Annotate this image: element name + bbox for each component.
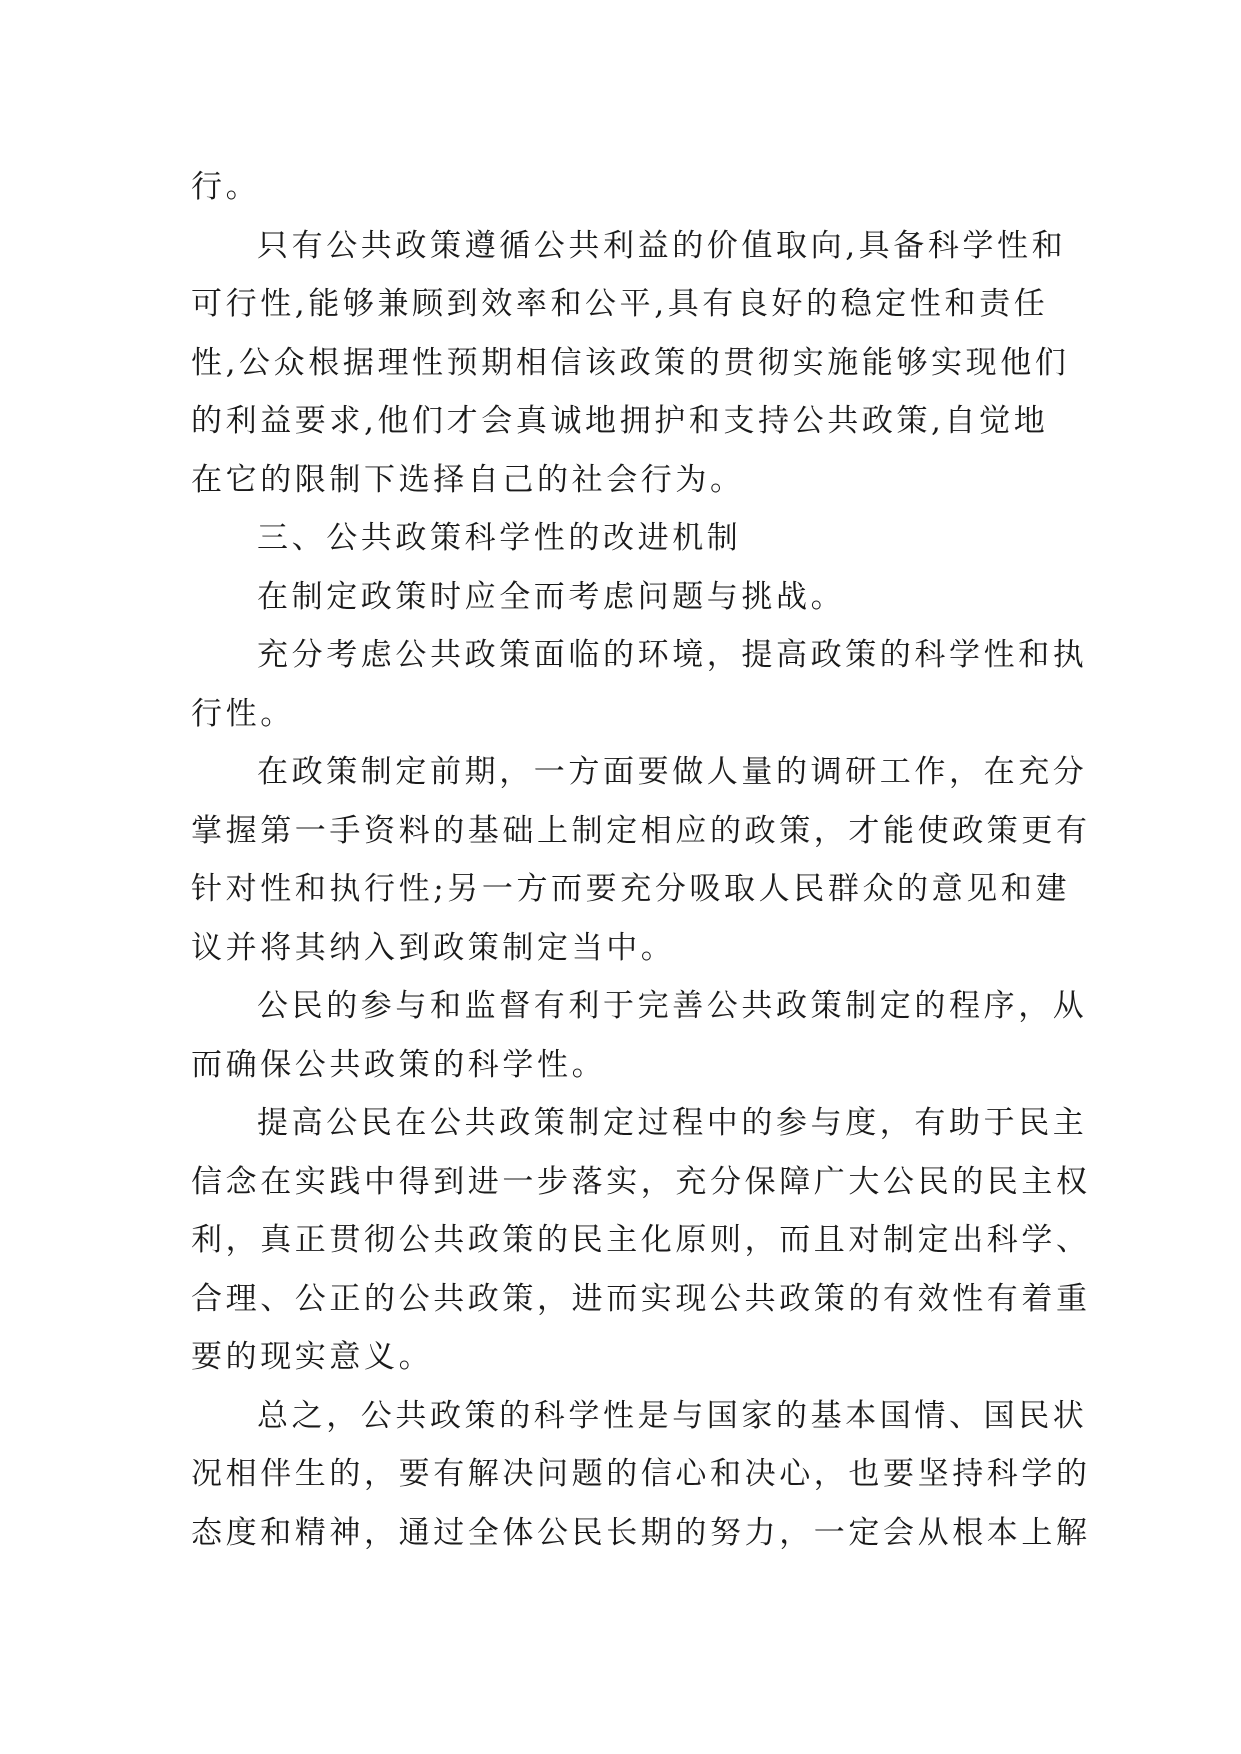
text-line: 行性。 (191, 695, 295, 732)
text-line: 在制定政策时应全而考虑问题与挑战。 (257, 578, 846, 615)
text-line: 充分考虑公共政策面临的环境，提高政策的科学性和执 (257, 637, 1088, 673)
text-line: 掌握第一手资料的基础上制定相应的政策，才能使政策更有 (191, 812, 1091, 849)
section-heading: 三、公共政策科学性的改进机制 (257, 520, 742, 556)
text-line: 性,公众根据理性预期相信该政策的贯彻实施能够实现他们 (191, 344, 1070, 381)
text-line: 公民的参与和监督有利于完善公共政策制定的程序，从 (257, 988, 1088, 1024)
text-line: 在它的限制下选择自己的社会行为。 (191, 461, 745, 498)
text-line: 只有公共政策遵循公共利益的价值取向,具备科学性和 (257, 227, 1067, 264)
text-line: 总之，公共政策的科学性是与国家的基本国情、国民状 (257, 1397, 1088, 1434)
text-line: 提高公民在公共政策制定过程中的参与度，有助于民主 (257, 1105, 1088, 1141)
text-line: 合理、公正的公共政策，进而实现公共政策的有效性有着重 (191, 1280, 1091, 1317)
text-line: 利，真正贯彻公共政策的民主化原则，而且对制定出科学、 (191, 1222, 1091, 1258)
text-line: 信念在实践中得到进一步落实，充分保障广大公民的民主权 (191, 1163, 1091, 1200)
text-line: 况相伴生的，要有解决问题的信心和决心，也要坚持科学的 (191, 1456, 1091, 1492)
text-line: 议并将其纳入到政策制定当中。 (191, 929, 676, 966)
body-text (191, 158, 1091, 1562)
text-line: 可行性,能够兼顾到效率和公平,具有良好的稳定性和责任 (191, 286, 1049, 322)
text-line: 在政策制定前期，一方面要做人量的调研工作，在充分 (257, 754, 1088, 790)
text-line: 针对性和执行性;另一方而要充分吸取人民群众的意见和建 (191, 871, 1071, 907)
text-line: 的利益要求,他们才会真诚地拥护和支持公共政策,自觉地 (191, 403, 1049, 439)
text-line: 态度和精神，通过全体公民长期的努力，一定会从根本上解 (191, 1514, 1091, 1551)
text-line: 要的现实意义。 (191, 1339, 434, 1375)
text-line: 而确保公共政策的科学性。 (191, 1046, 607, 1083)
text-line: 行。 (191, 169, 261, 205)
